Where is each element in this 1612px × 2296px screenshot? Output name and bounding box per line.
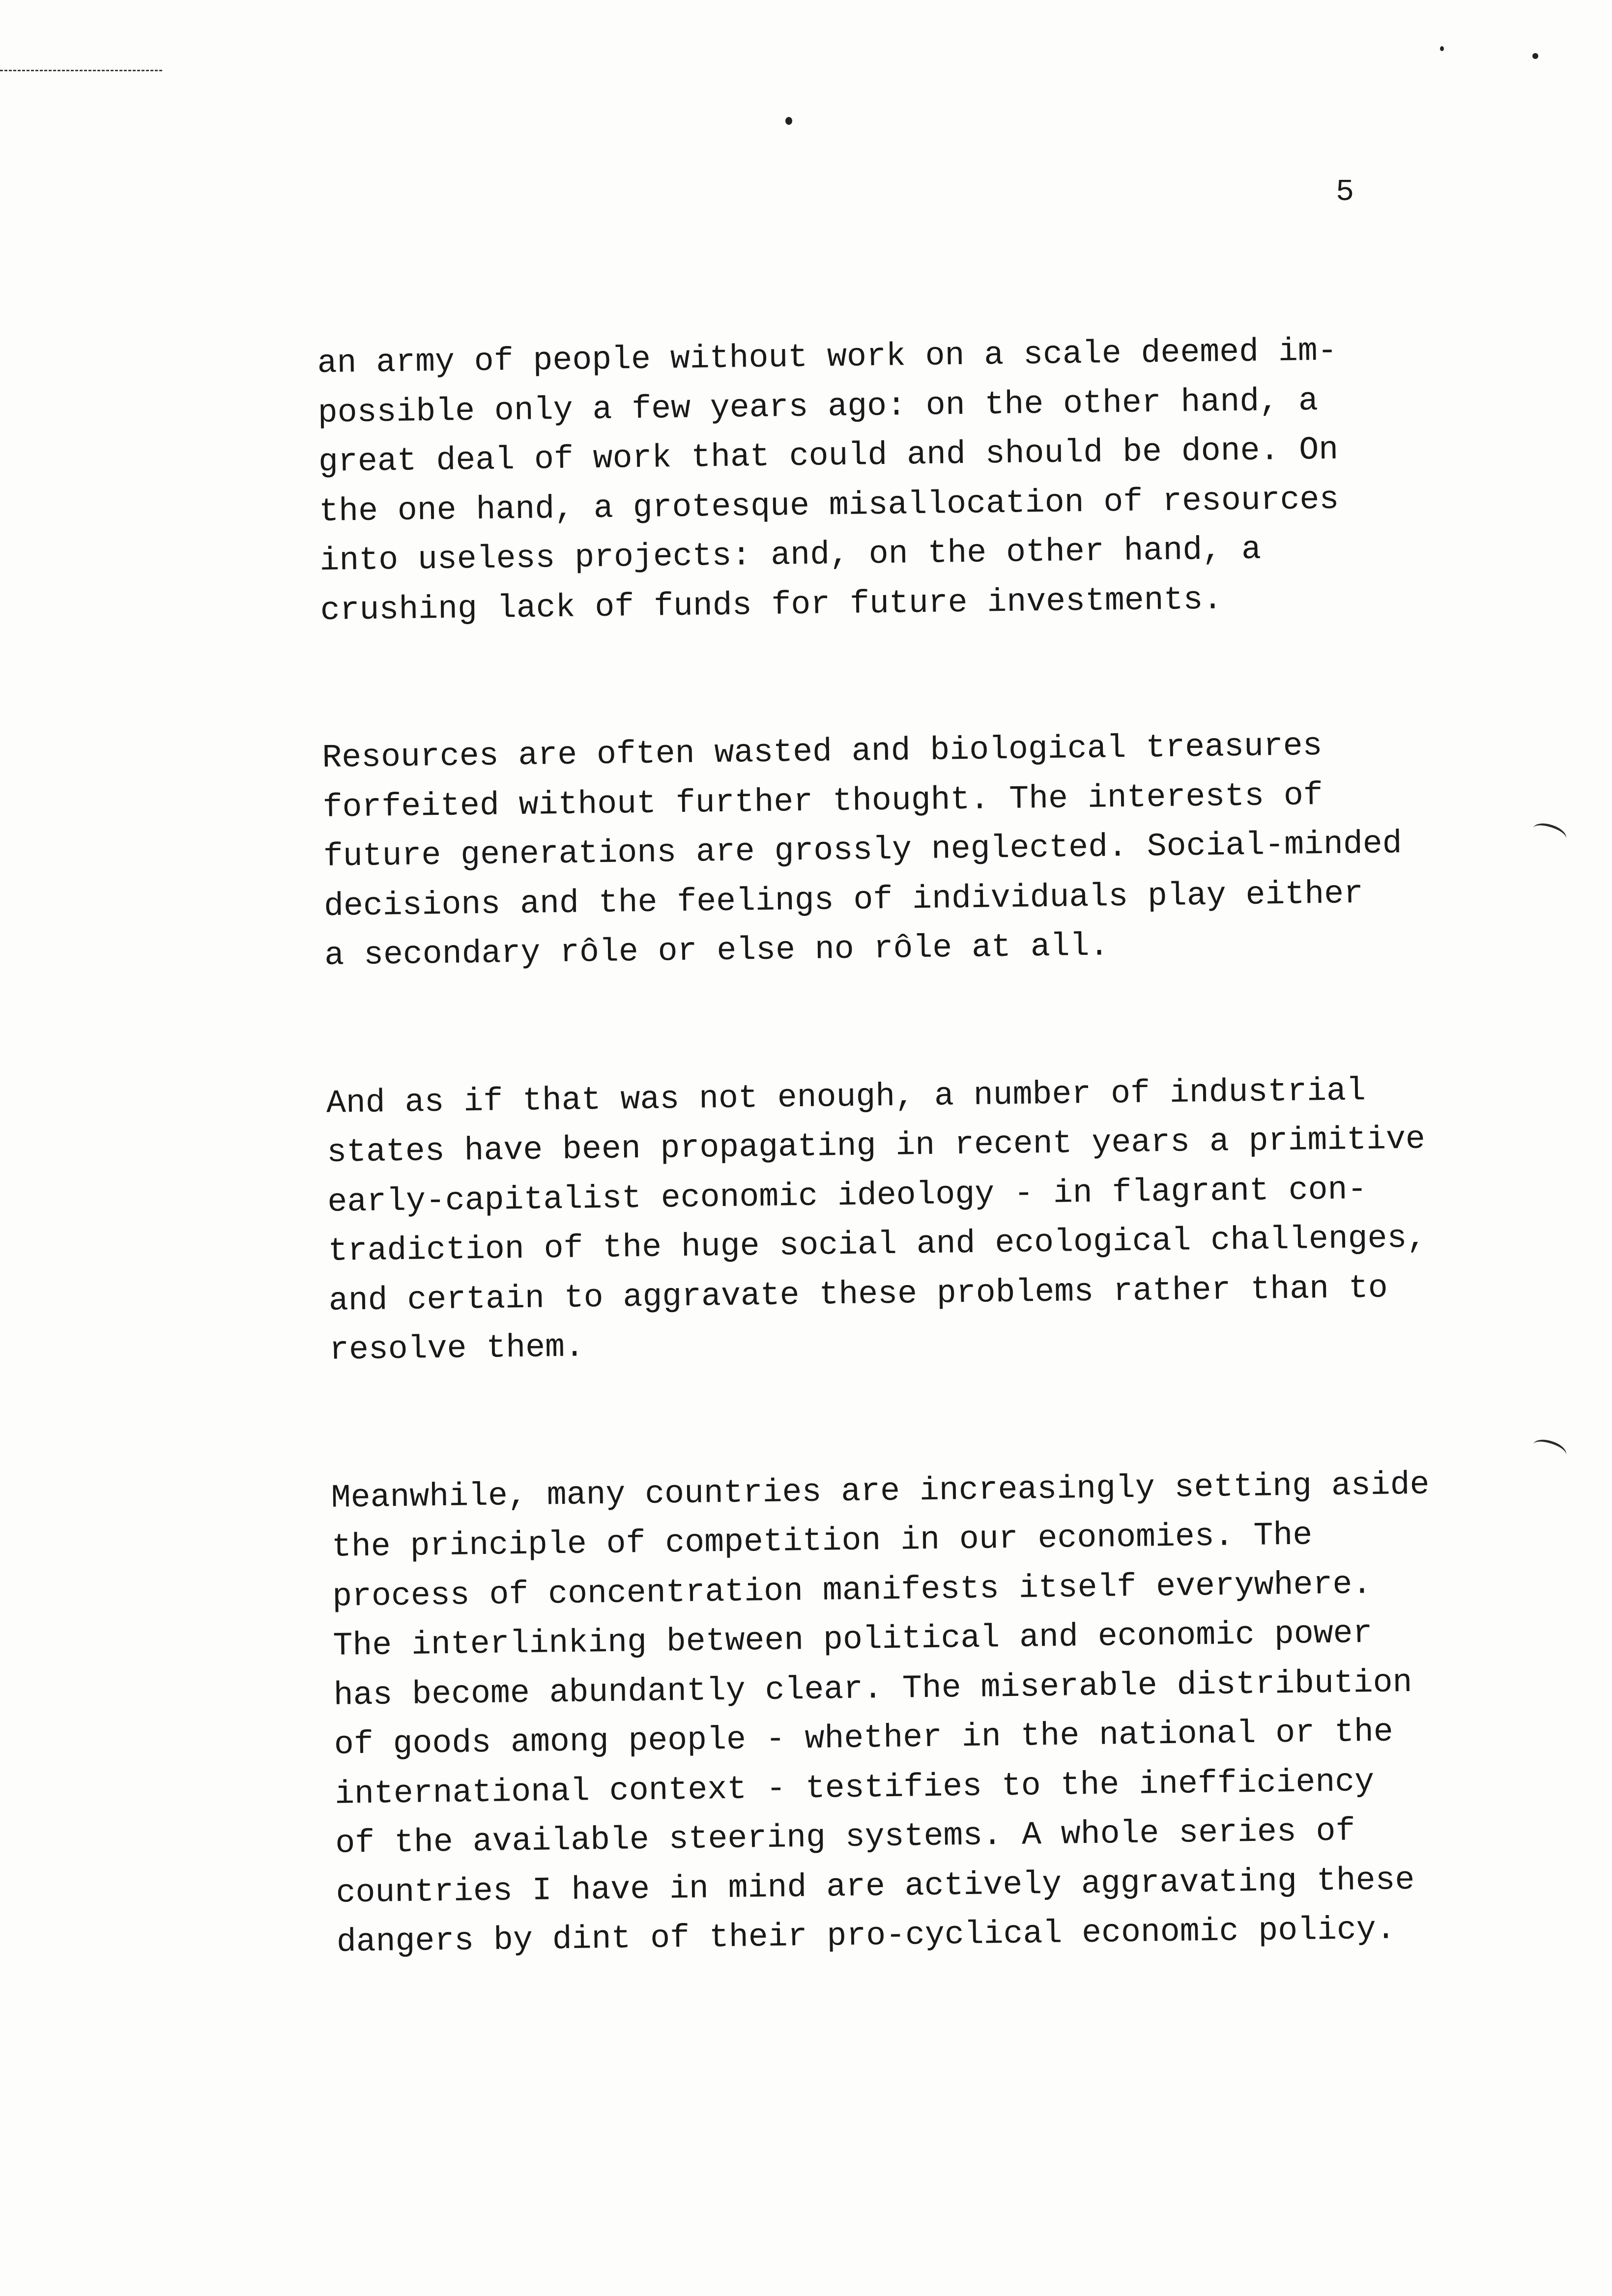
body-text [317, 325, 1468, 2066]
paragraph-3 [326, 1065, 1460, 1375]
text-line: tradiction of the huge social and ecological challenges, [328, 1219, 1427, 1270]
text-line: has become abundantly clear. The miserable distribution [333, 1664, 1412, 1714]
scan-artifact-edge-mark [1530, 1436, 1568, 1463]
text-line: states have been propagating in recent years a primitive [326, 1120, 1426, 1171]
text-line: possible only a few years ago: on the other hand, a [317, 382, 1319, 431]
paragraph-2 [322, 720, 1455, 981]
text-line: the principle of competition in our economies. The [331, 1517, 1313, 1566]
text-line: And as if that was not enough, a number of industrial [326, 1072, 1366, 1122]
text-line: Resources are often wasted and biological treasures [321, 727, 1323, 776]
text-line: Meanwhile, many countries are increasingly setting aside [331, 1466, 1430, 1517]
text-line: into useless projects: and, on the other hand, a [319, 531, 1262, 579]
text-line: decisions and the feelings of individuals play either [323, 875, 1364, 925]
text-line: early-capitalist economic ideology - in flagrant con- [327, 1171, 1367, 1221]
page-number: 5 [1336, 174, 1354, 209]
text-line: countries I have in mind are actively aggravating these [336, 1861, 1415, 1912]
text-line: of goods among people - whether in the national or the [334, 1713, 1394, 1763]
scan-artifact-edge-mark [1530, 820, 1568, 847]
text-line: of the available steering systems. A whole series of [335, 1812, 1355, 1862]
scan-artifact-dot [1440, 46, 1444, 51]
text-line: dangers by dint of their pro-cyclical economic policy. [336, 1911, 1396, 1961]
text-line: forfeited without further thought. The interests of [322, 776, 1324, 826]
text-line: and certain to aggravate these problems rather than to [328, 1269, 1388, 1320]
scan-artifact-rule [0, 70, 162, 71]
text-line: international context - testifies to the inefficiency [334, 1763, 1375, 1813]
text-line: a secondary rôle or else no rôle at all. [324, 927, 1109, 974]
text-line: an army of people without work on a scale deemed im- [317, 332, 1338, 382]
scan-artifact-dot [785, 117, 792, 125]
paragraph-1 [317, 325, 1451, 635]
scan-artifact-dot [1532, 53, 1538, 59]
text-line: crushing lack of funds for future investments. [320, 581, 1223, 629]
text-line: The interlinking between political and economic power [333, 1614, 1373, 1665]
text-line: the one hand, a grotesque misallocation of resources [318, 481, 1339, 530]
text-line: resolve them. [329, 1328, 585, 1369]
text-line: process of concentration manifests itself everywhere. [332, 1565, 1372, 1615]
paragraph-4 [331, 1460, 1467, 1967]
text-line: future generations are grossly neglected. Social-minded [323, 825, 1403, 875]
text-line: great deal of work that could and should be done. On [318, 431, 1339, 481]
